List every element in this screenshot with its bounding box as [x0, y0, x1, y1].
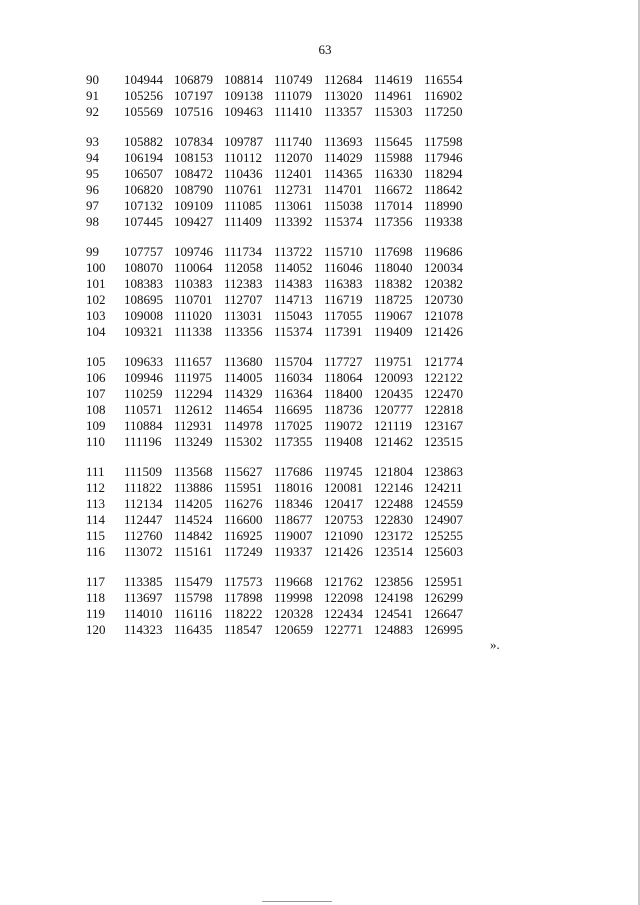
table-cell: 122830	[374, 512, 413, 527]
table-cell: 117014	[374, 198, 413, 213]
table-cell: 108070	[124, 260, 163, 275]
table-cell: 122122	[424, 370, 463, 385]
table-row	[86, 150, 474, 166]
table-cell: 108383	[124, 276, 163, 291]
table-cell: 118400	[324, 386, 363, 401]
table-cell: 117573	[224, 574, 263, 589]
table-cell: 125255	[424, 528, 463, 543]
table-cell: 120382	[424, 276, 463, 291]
table-cell: 113722	[274, 244, 313, 259]
table-cell: 113697	[124, 590, 163, 605]
table-row	[86, 292, 474, 308]
table-cell: 110436	[224, 166, 263, 181]
table-cell: 105569	[124, 104, 163, 119]
table-cell: 123167	[424, 418, 463, 433]
table-row	[86, 574, 474, 590]
table-cell: 122488	[374, 496, 413, 511]
table-cell: 118736	[324, 402, 363, 417]
table-cell: 119007	[274, 528, 313, 543]
table-cell: 113568	[174, 464, 213, 479]
table-cell: 114029	[324, 150, 363, 165]
table-row	[86, 528, 474, 544]
table-cell: 114978	[224, 418, 263, 433]
row-number-cell: 116	[86, 544, 106, 559]
table-cell: 107516	[174, 104, 213, 119]
table-cell: 119337	[274, 544, 313, 559]
table-cell: 113020	[324, 88, 363, 103]
table-cell: 113249	[174, 434, 213, 449]
table-cell: 121119	[374, 418, 413, 433]
row-number-cell: 100	[86, 260, 106, 275]
table-cell: 115627	[224, 464, 263, 479]
table-cell: 118677	[274, 512, 313, 527]
table-row	[86, 606, 474, 622]
table-cell: 113680	[224, 354, 263, 369]
table-cell: 118346	[274, 496, 313, 511]
table-cell: 112294	[174, 386, 213, 401]
table-cell: 114005	[224, 370, 263, 385]
table-row-group	[86, 72, 474, 120]
table-cell: 106194	[124, 150, 163, 165]
closing-quote-mark: ».	[490, 637, 500, 652]
row-number-cell: 90	[86, 72, 99, 87]
table-row	[86, 166, 474, 182]
table-cell: 108153	[174, 150, 213, 165]
table-cell: 109787	[224, 134, 263, 149]
table-cell: 109008	[124, 308, 163, 323]
table-cell: 124541	[374, 606, 413, 621]
row-number-cell: 91	[86, 88, 99, 103]
table-cell: 118642	[424, 182, 463, 197]
table-cell: 111020	[174, 308, 213, 323]
row-number-cell: 103	[86, 308, 106, 323]
table-row	[86, 434, 474, 450]
table-cell: 113031	[224, 308, 263, 323]
table-cell: 113356	[224, 324, 263, 339]
table-cell: 109321	[124, 324, 163, 339]
table-cell: 118382	[374, 276, 413, 291]
table-cell: 126647	[424, 606, 463, 621]
table-cell: 119751	[374, 354, 413, 369]
row-number-cell: 112	[86, 480, 106, 495]
row-number-cell: 111	[86, 464, 105, 479]
table-cell: 114842	[174, 528, 213, 543]
table-cell: 124198	[374, 590, 413, 605]
row-number-cell: 120	[86, 622, 106, 637]
table-cell: 111822	[124, 480, 163, 495]
table-cell: 112447	[124, 512, 163, 527]
table-cell: 118040	[374, 260, 413, 275]
table-cell: 109138	[224, 88, 263, 103]
table-row	[86, 354, 474, 370]
row-number-cell: 101	[86, 276, 106, 291]
table-cell: 104944	[124, 72, 163, 87]
table-cell: 111734	[224, 244, 263, 259]
table-cell: 118016	[274, 480, 313, 495]
table-cell: 118064	[324, 370, 363, 385]
table-row-group	[86, 354, 474, 450]
table-cell: 105256	[124, 88, 163, 103]
row-number-cell: 108	[86, 402, 106, 417]
row-number-cell: 117	[86, 574, 106, 589]
table-cell: 116116	[174, 606, 213, 621]
table-cell: 120753	[324, 512, 363, 527]
table-cell: 115161	[174, 544, 213, 559]
table-cell: 120730	[424, 292, 463, 307]
table-row	[86, 418, 474, 434]
table-cell: 106507	[124, 166, 163, 181]
table-cell: 111975	[174, 370, 213, 385]
table-cell: 109946	[124, 370, 163, 385]
table-cell: 120435	[374, 386, 413, 401]
table-cell: 116672	[374, 182, 413, 197]
table-cell: 121462	[374, 434, 413, 449]
table-row	[86, 590, 474, 606]
table-row	[86, 370, 474, 386]
table-cell: 117249	[224, 544, 263, 559]
table-cell: 119409	[374, 324, 413, 339]
table-cell: 121426	[324, 544, 363, 559]
row-number-cell: 118	[86, 590, 106, 605]
table-row	[86, 198, 474, 214]
table-cell: 117727	[324, 354, 363, 369]
table-cell: 108695	[124, 292, 163, 307]
table-cell: 112401	[274, 166, 313, 181]
table-cell: 114205	[174, 496, 213, 511]
table-row	[86, 104, 474, 120]
table-row	[86, 244, 474, 260]
table-row	[86, 308, 474, 324]
table-cell: 110112	[224, 150, 263, 165]
table-cell: 126995	[424, 622, 463, 637]
table-cell: 120417	[324, 496, 363, 511]
table-cell: 119408	[324, 434, 363, 449]
table-cell: 114654	[224, 402, 263, 417]
table-cell: 115303	[374, 104, 413, 119]
table-cell: 115951	[224, 480, 263, 495]
table-cell: 112684	[324, 72, 363, 87]
table-cell: 115710	[324, 244, 363, 259]
table-cell: 120777	[374, 402, 413, 417]
table-cell: 120081	[324, 480, 363, 495]
table-cell: 111657	[174, 354, 213, 369]
table-cell: 124211	[424, 480, 463, 495]
bottom-divider	[262, 901, 332, 902]
table-cell: 120093	[374, 370, 413, 385]
table-row-group	[86, 134, 474, 230]
table-cell: 112134	[124, 496, 163, 511]
row-number-cell: 102	[86, 292, 106, 307]
table-cell: 123856	[374, 574, 413, 589]
table-cell: 115374	[274, 324, 313, 339]
table-cell: 113693	[324, 134, 363, 149]
table-row	[86, 402, 474, 418]
table-cell: 116554	[424, 72, 463, 87]
table-cell: 114961	[374, 88, 413, 103]
table-cell: 121426	[424, 324, 463, 339]
table-cell: 119668	[274, 574, 313, 589]
table-cell: 111079	[274, 88, 313, 103]
table-cell: 123172	[374, 528, 413, 543]
table-cell: 123863	[424, 464, 463, 479]
table-cell: 113886	[174, 480, 213, 495]
row-number-cell: 95	[86, 166, 99, 181]
table-cell: 115302	[224, 434, 263, 449]
table-cell: 116719	[324, 292, 363, 307]
table-cell: 119686	[424, 244, 463, 259]
table-row	[86, 214, 474, 230]
table-cell: 111196	[124, 434, 162, 449]
table-cell: 117356	[374, 214, 413, 229]
table-cell: 124559	[424, 496, 463, 511]
row-number-cell: 92	[86, 104, 99, 119]
table-cell: 116695	[274, 402, 313, 417]
table-cell: 117250	[424, 104, 463, 119]
table-cell: 120034	[424, 260, 463, 275]
table-cell: 116364	[274, 386, 313, 401]
table-cell: 124883	[374, 622, 413, 637]
table-cell: 122771	[324, 622, 363, 637]
table-cell: 122818	[424, 402, 463, 417]
table-cell: 117898	[224, 590, 263, 605]
table-cell: 118294	[424, 166, 463, 181]
table-cell: 114713	[274, 292, 313, 307]
table-cell: 123514	[374, 544, 413, 559]
table-cell: 109427	[174, 214, 213, 229]
table-cell: 108472	[174, 166, 213, 181]
table-row	[86, 512, 474, 528]
row-number-cell: 105	[86, 354, 106, 369]
table-cell: 112383	[224, 276, 263, 291]
table-cell: 126299	[424, 590, 463, 605]
table-row	[86, 386, 474, 402]
table-cell: 114329	[224, 386, 263, 401]
table-cell: 116034	[274, 370, 313, 385]
table-cell: 106820	[124, 182, 163, 197]
table-cell: 111509	[124, 464, 163, 479]
table-cell: 122434	[324, 606, 363, 621]
row-number-cell: 110	[86, 434, 106, 449]
table-cell: 116276	[224, 496, 263, 511]
table-row	[86, 182, 474, 198]
table-cell: 108790	[174, 182, 213, 197]
table-row	[86, 544, 474, 560]
table-cell: 123515	[424, 434, 463, 449]
table-cell: 119072	[324, 418, 363, 433]
table-cell: 115043	[274, 308, 313, 323]
table-cell: 110749	[274, 72, 313, 87]
table-cell: 110884	[124, 418, 163, 433]
table-cell: 116046	[324, 260, 363, 275]
table-row	[86, 496, 474, 512]
table-cell: 118725	[374, 292, 413, 307]
table-cell: 115704	[274, 354, 313, 369]
table-cell: 117025	[274, 418, 313, 433]
table-cell: 121078	[424, 308, 463, 323]
table-cell: 114383	[274, 276, 313, 291]
table-row	[86, 134, 474, 150]
table-row	[86, 464, 474, 480]
table-row	[86, 324, 474, 340]
row-number-cell: 109	[86, 418, 106, 433]
table-cell: 124907	[424, 512, 463, 527]
table-cell: 115798	[174, 590, 213, 605]
table-cell: 119745	[324, 464, 363, 479]
table-cell: 105882	[124, 134, 163, 149]
table-cell: 119067	[374, 308, 413, 323]
table-cell: 111409	[224, 214, 263, 229]
table-row-group	[86, 244, 474, 340]
table-cell: 119998	[274, 590, 313, 605]
table-cell: 109463	[224, 104, 263, 119]
table-row	[86, 276, 474, 292]
row-number-cell: 107	[86, 386, 106, 401]
table-cell: 112058	[224, 260, 263, 275]
table-cell: 113061	[274, 198, 313, 213]
table-cell: 120328	[274, 606, 313, 621]
table-cell: 112070	[274, 150, 313, 165]
table-cell: 121762	[324, 574, 363, 589]
row-number-cell: 114	[86, 512, 106, 527]
table-cell: 116925	[224, 528, 263, 543]
table-cell: 115479	[174, 574, 213, 589]
table-cell: 122146	[374, 480, 413, 495]
table-cell: 110571	[124, 402, 163, 417]
table-cell: 113357	[324, 104, 363, 119]
table-cell: 125951	[424, 574, 463, 589]
table-row-group	[86, 464, 474, 560]
table-cell: 115374	[324, 214, 363, 229]
table-row	[86, 622, 474, 638]
row-number-cell: 99	[86, 244, 99, 259]
table-cell: 121774	[424, 354, 463, 369]
table-cell: 109109	[174, 198, 213, 213]
table-cell: 114010	[124, 606, 163, 621]
table-cell: 110064	[174, 260, 213, 275]
table-cell: 115645	[374, 134, 413, 149]
table-cell: 107197	[174, 88, 213, 103]
salary-table	[86, 72, 474, 652]
table-cell: 114365	[324, 166, 363, 181]
table-cell: 117686	[274, 464, 313, 479]
table-cell: 116383	[324, 276, 363, 291]
table-cell: 106879	[174, 72, 213, 87]
table-cell: 111338	[174, 324, 213, 339]
page-number: 63	[318, 42, 332, 57]
table-cell: 118990	[424, 198, 463, 213]
table-cell: 108814	[224, 72, 263, 87]
table-cell: 111740	[274, 134, 313, 149]
table-cell: 125603	[424, 544, 463, 559]
table-row	[86, 88, 474, 104]
table-cell: 110259	[124, 386, 163, 401]
table-cell: 115038	[324, 198, 363, 213]
table-cell: 117355	[274, 434, 313, 449]
table-cell: 119338	[424, 214, 463, 229]
table-cell: 114323	[124, 622, 163, 637]
row-number-cell: 106	[86, 370, 106, 385]
table-row	[86, 260, 474, 276]
row-number-cell: 104	[86, 324, 106, 339]
table-cell: 112760	[124, 528, 163, 543]
table-cell: 107132	[124, 198, 163, 213]
table-row-group	[86, 574, 474, 638]
table-cell: 115988	[374, 150, 413, 165]
table-cell: 113385	[124, 574, 163, 589]
table-cell: 109633	[124, 354, 163, 369]
table-cell: 107834	[174, 134, 213, 149]
table-cell: 116330	[374, 166, 413, 181]
table-cell: 113392	[274, 214, 313, 229]
table-cell: 111410	[274, 104, 313, 119]
table-cell: 120659	[274, 622, 313, 637]
table-cell: 121090	[324, 528, 363, 543]
table-cell: 117055	[324, 308, 363, 323]
table-row	[86, 480, 474, 496]
table-cell: 116600	[224, 512, 263, 527]
table-cell: 117946	[424, 150, 463, 165]
table-cell: 112931	[174, 418, 213, 433]
row-number-cell: 97	[86, 198, 99, 213]
table-cell: 110701	[174, 292, 213, 307]
table-cell: 110383	[174, 276, 213, 291]
table-cell: 118547	[224, 622, 263, 637]
table-cell: 117391	[324, 324, 363, 339]
table-cell: 121804	[374, 464, 413, 479]
row-number-cell: 94	[86, 150, 99, 165]
row-number-cell: 96	[86, 182, 99, 197]
table-cell: 112612	[174, 402, 213, 417]
table-cell: 116435	[174, 622, 213, 637]
table-cell: 110761	[224, 182, 263, 197]
table-cell: 117698	[374, 244, 413, 259]
table-cell: 116902	[424, 88, 463, 103]
table-cell: 117598	[424, 134, 463, 149]
table-cell: 107757	[124, 244, 163, 259]
row-number-cell: 93	[86, 134, 99, 149]
table-cell: 118222	[224, 606, 263, 621]
table-cell: 122098	[324, 590, 363, 605]
table-row	[86, 72, 474, 88]
row-number-cell: 115	[86, 528, 106, 543]
table-cell: 114701	[324, 182, 363, 197]
table-cell: 111085	[224, 198, 263, 213]
table-cell: 109746	[174, 244, 213, 259]
row-number-cell: 98	[86, 214, 99, 229]
table-cell: 112731	[274, 182, 313, 197]
row-number-cell: 113	[86, 496, 106, 511]
row-number-cell: 119	[86, 606, 106, 621]
table-cell: 122470	[424, 386, 463, 401]
table-cell: 113072	[124, 544, 163, 559]
table-cell: 114619	[374, 72, 413, 87]
table-cell: 114524	[174, 512, 213, 527]
table-cell: 114052	[274, 260, 313, 275]
table-cell: 107445	[124, 214, 163, 229]
table-cell: 112707	[224, 292, 263, 307]
